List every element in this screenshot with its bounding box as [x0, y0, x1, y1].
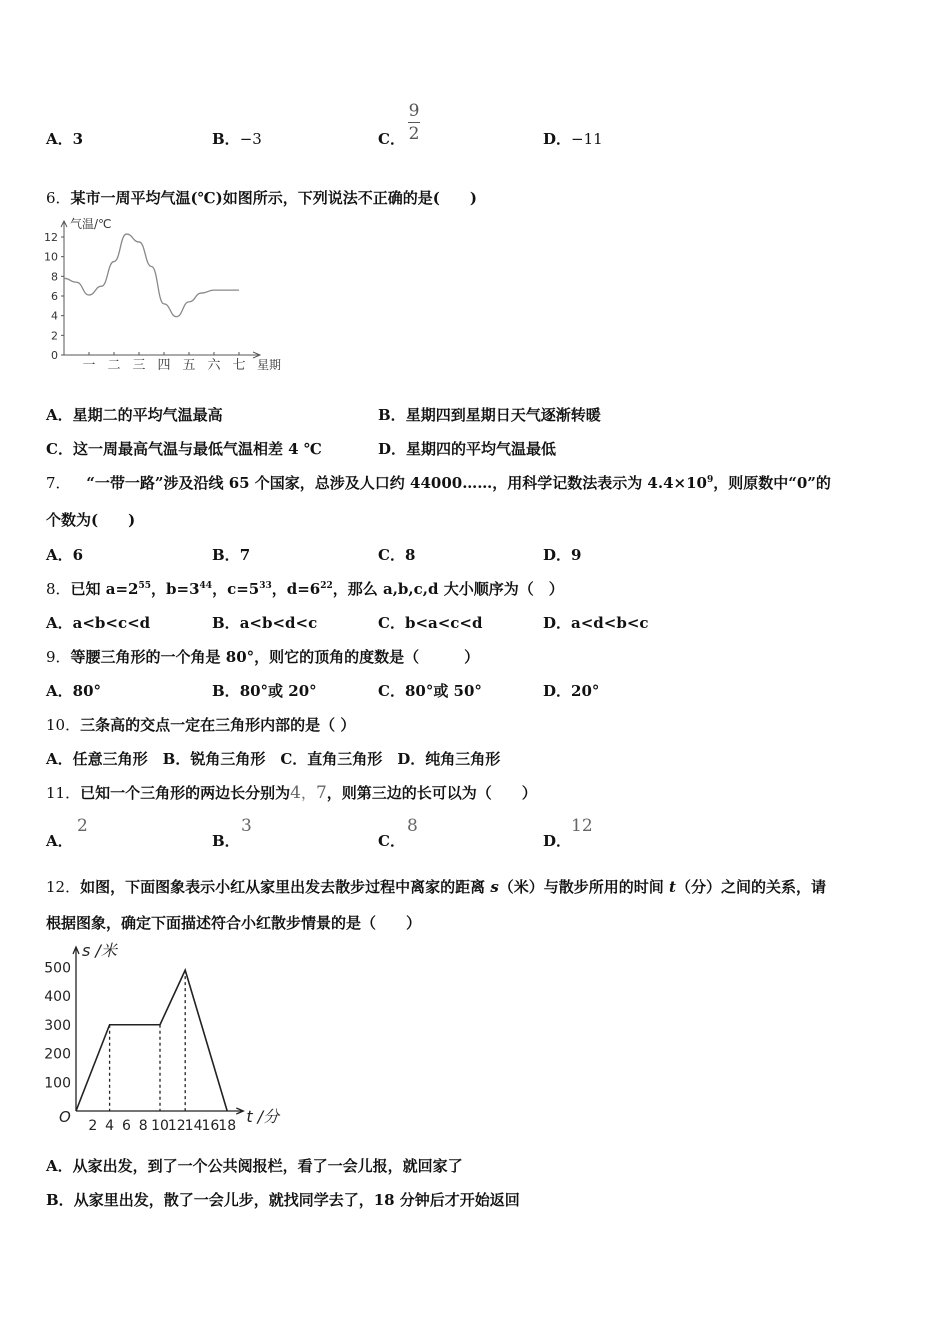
q6-option-b: B．星期四到星期日天气逐渐转暖	[378, 406, 601, 424]
q8-option-b: B．a<b<d<c	[212, 614, 318, 632]
distance-series-line	[76, 970, 227, 1111]
x-tick-label: 四	[157, 358, 171, 373]
x-tick-label: 七	[232, 358, 246, 373]
x-tick-label: 六	[207, 358, 221, 373]
x-axis-label: 星期	[257, 358, 282, 372]
q8-stem: 8．已知 $a=2^{55}$，$b=3^{44}$，$c=5^{33}$，$d=6^{22}$，那么 a,b,c,d 大小顺序为（ ）	[46, 580, 564, 598]
q9-option-c: C．80°或 50°	[378, 682, 482, 700]
y-tick-label: 2	[51, 329, 58, 343]
q12-distance-time-chart	[40, 938, 340, 1138]
fraction-numerator: 9	[408, 101, 420, 121]
x-tick-label: 三	[132, 358, 146, 373]
q5-option-d: D．−11	[543, 130, 603, 148]
q11-option-a-label: A．	[46, 832, 73, 850]
q7-option-c: C．8	[378, 546, 416, 564]
q12-stem-line2: 根据图象，确定下面描述符合小红散步情景的是（ ）	[46, 914, 422, 932]
y-tick-label: 0	[51, 349, 58, 362]
q7-stem-line1: 7． “一带一路”涉及沿线 65 个国家，总涉及人口约 44000……，用科学记数法表示为 $4.4\times 10^9$，则原数中“0”的	[46, 474, 831, 492]
q10-stem: 10．三条高的交点一定在三角形内部的是（ ）	[46, 716, 356, 734]
x-tick-label: 12	[167, 1118, 186, 1134]
q5-option-c-fraction	[404, 101, 424, 144]
q6-option-c: C．这一周最高气温与最低气温相差 4 ℃	[46, 440, 322, 458]
q7-option-b: B．7	[212, 546, 251, 564]
y-tick-label: 12	[44, 231, 58, 244]
x-tick-label: 4	[105, 1118, 115, 1134]
x-tick-label: 一	[82, 358, 96, 373]
q12-option-a: A．从家出发，到了一个公共阅报栏，看了一会儿报，就回家了	[46, 1157, 463, 1175]
q5-option-b: B．−3	[212, 130, 262, 148]
x-tick-label: 18	[218, 1118, 237, 1134]
q11-option-b-label: B．	[212, 832, 240, 850]
q11-option-b-value: 3	[241, 816, 252, 836]
x-axis-label: t /分	[246, 1107, 280, 1126]
q9-option-a: A．80°	[46, 682, 102, 700]
y-tick-label: 8	[51, 270, 58, 284]
y-axis-label: 气温/℃	[70, 217, 112, 231]
y-tick-label: 500	[44, 960, 71, 977]
x-tick-label: 8	[138, 1118, 148, 1134]
q11-option-d-label: D．	[543, 832, 572, 850]
x-tick-label: 16	[201, 1118, 220, 1134]
fraction-bar	[408, 122, 420, 123]
y-tick-label: 6	[51, 290, 58, 303]
q11-option-a-value: 2	[77, 816, 88, 836]
q12-stem-line1: 12．如图，下面图象表示小红从家里出发去散步过程中离家的距离 s（米）与散步所用的时间 t（分）之间的关系，请	[46, 878, 826, 896]
q6-stem: 6．某市一周平均气温(℃)如图所示，下列说法不正确的是( )	[46, 189, 477, 207]
y-tick-label: 10	[44, 250, 58, 264]
y-tick-label: 400	[44, 989, 71, 1005]
y-tick-label: 4	[51, 309, 58, 323]
x-tick-label: 14	[184, 1118, 203, 1134]
x-tick-label: 二	[107, 358, 121, 373]
q6-temperature-chart	[40, 214, 290, 376]
y-tick-label: 100	[44, 1075, 71, 1092]
q9-option-d: D．20°	[543, 682, 600, 700]
origin-label: O	[59, 1108, 71, 1126]
q11-option-c-label: C．	[378, 832, 405, 850]
q9-option-b: B．80°或 20°	[212, 682, 317, 700]
q8-option-d: D．a<d<b<c	[543, 614, 649, 632]
fraction-denominator: 2	[408, 124, 420, 144]
q7-option-a: A．6	[46, 546, 84, 564]
x-tick-label: 五	[182, 358, 196, 373]
q5-option-a: A．3	[46, 130, 84, 148]
q8-option-c: C．b<a<c<d	[378, 614, 483, 632]
x-tick-label: 10	[151, 1118, 169, 1134]
q6-option-a: A．星期二的平均气温最高	[46, 406, 223, 424]
q7-option-d: D．9	[543, 546, 582, 564]
q11-option-d-value: 12	[571, 816, 593, 836]
x-tick-label: 2	[88, 1118, 98, 1134]
x-tick-label: 6	[121, 1118, 131, 1134]
q5-option-c-label: C．	[378, 130, 405, 148]
q12-option-b: B．从家里出发，散了一会儿步，就找同学去了，18 分钟后才开始返回	[46, 1191, 520, 1209]
q8-option-a: A．a<b<c<d	[46, 614, 151, 632]
q11-stem: 11．已知一个三角形的两边长分别为4，7，则第三边的长可以为（ ）	[46, 783, 537, 803]
temperature-series-line	[64, 234, 239, 317]
q10-options: A．任意三角形 B．锐角三角形 C．直角三角形 D．纯角三角形	[46, 750, 501, 768]
q9-stem: 9．等腰三角形的一个角是 80°，则它的顶角的度数是（ ）	[46, 648, 480, 666]
q7-stem-line2: 个数为( )	[46, 511, 136, 529]
y-tick-label: 300	[44, 1017, 71, 1034]
q6-option-d: D．星期四的平均气温最低	[378, 440, 557, 458]
y-tick-label: 200	[44, 1046, 71, 1063]
y-axis-label: s /米	[82, 941, 117, 960]
q11-option-c-value: 8	[407, 816, 418, 836]
